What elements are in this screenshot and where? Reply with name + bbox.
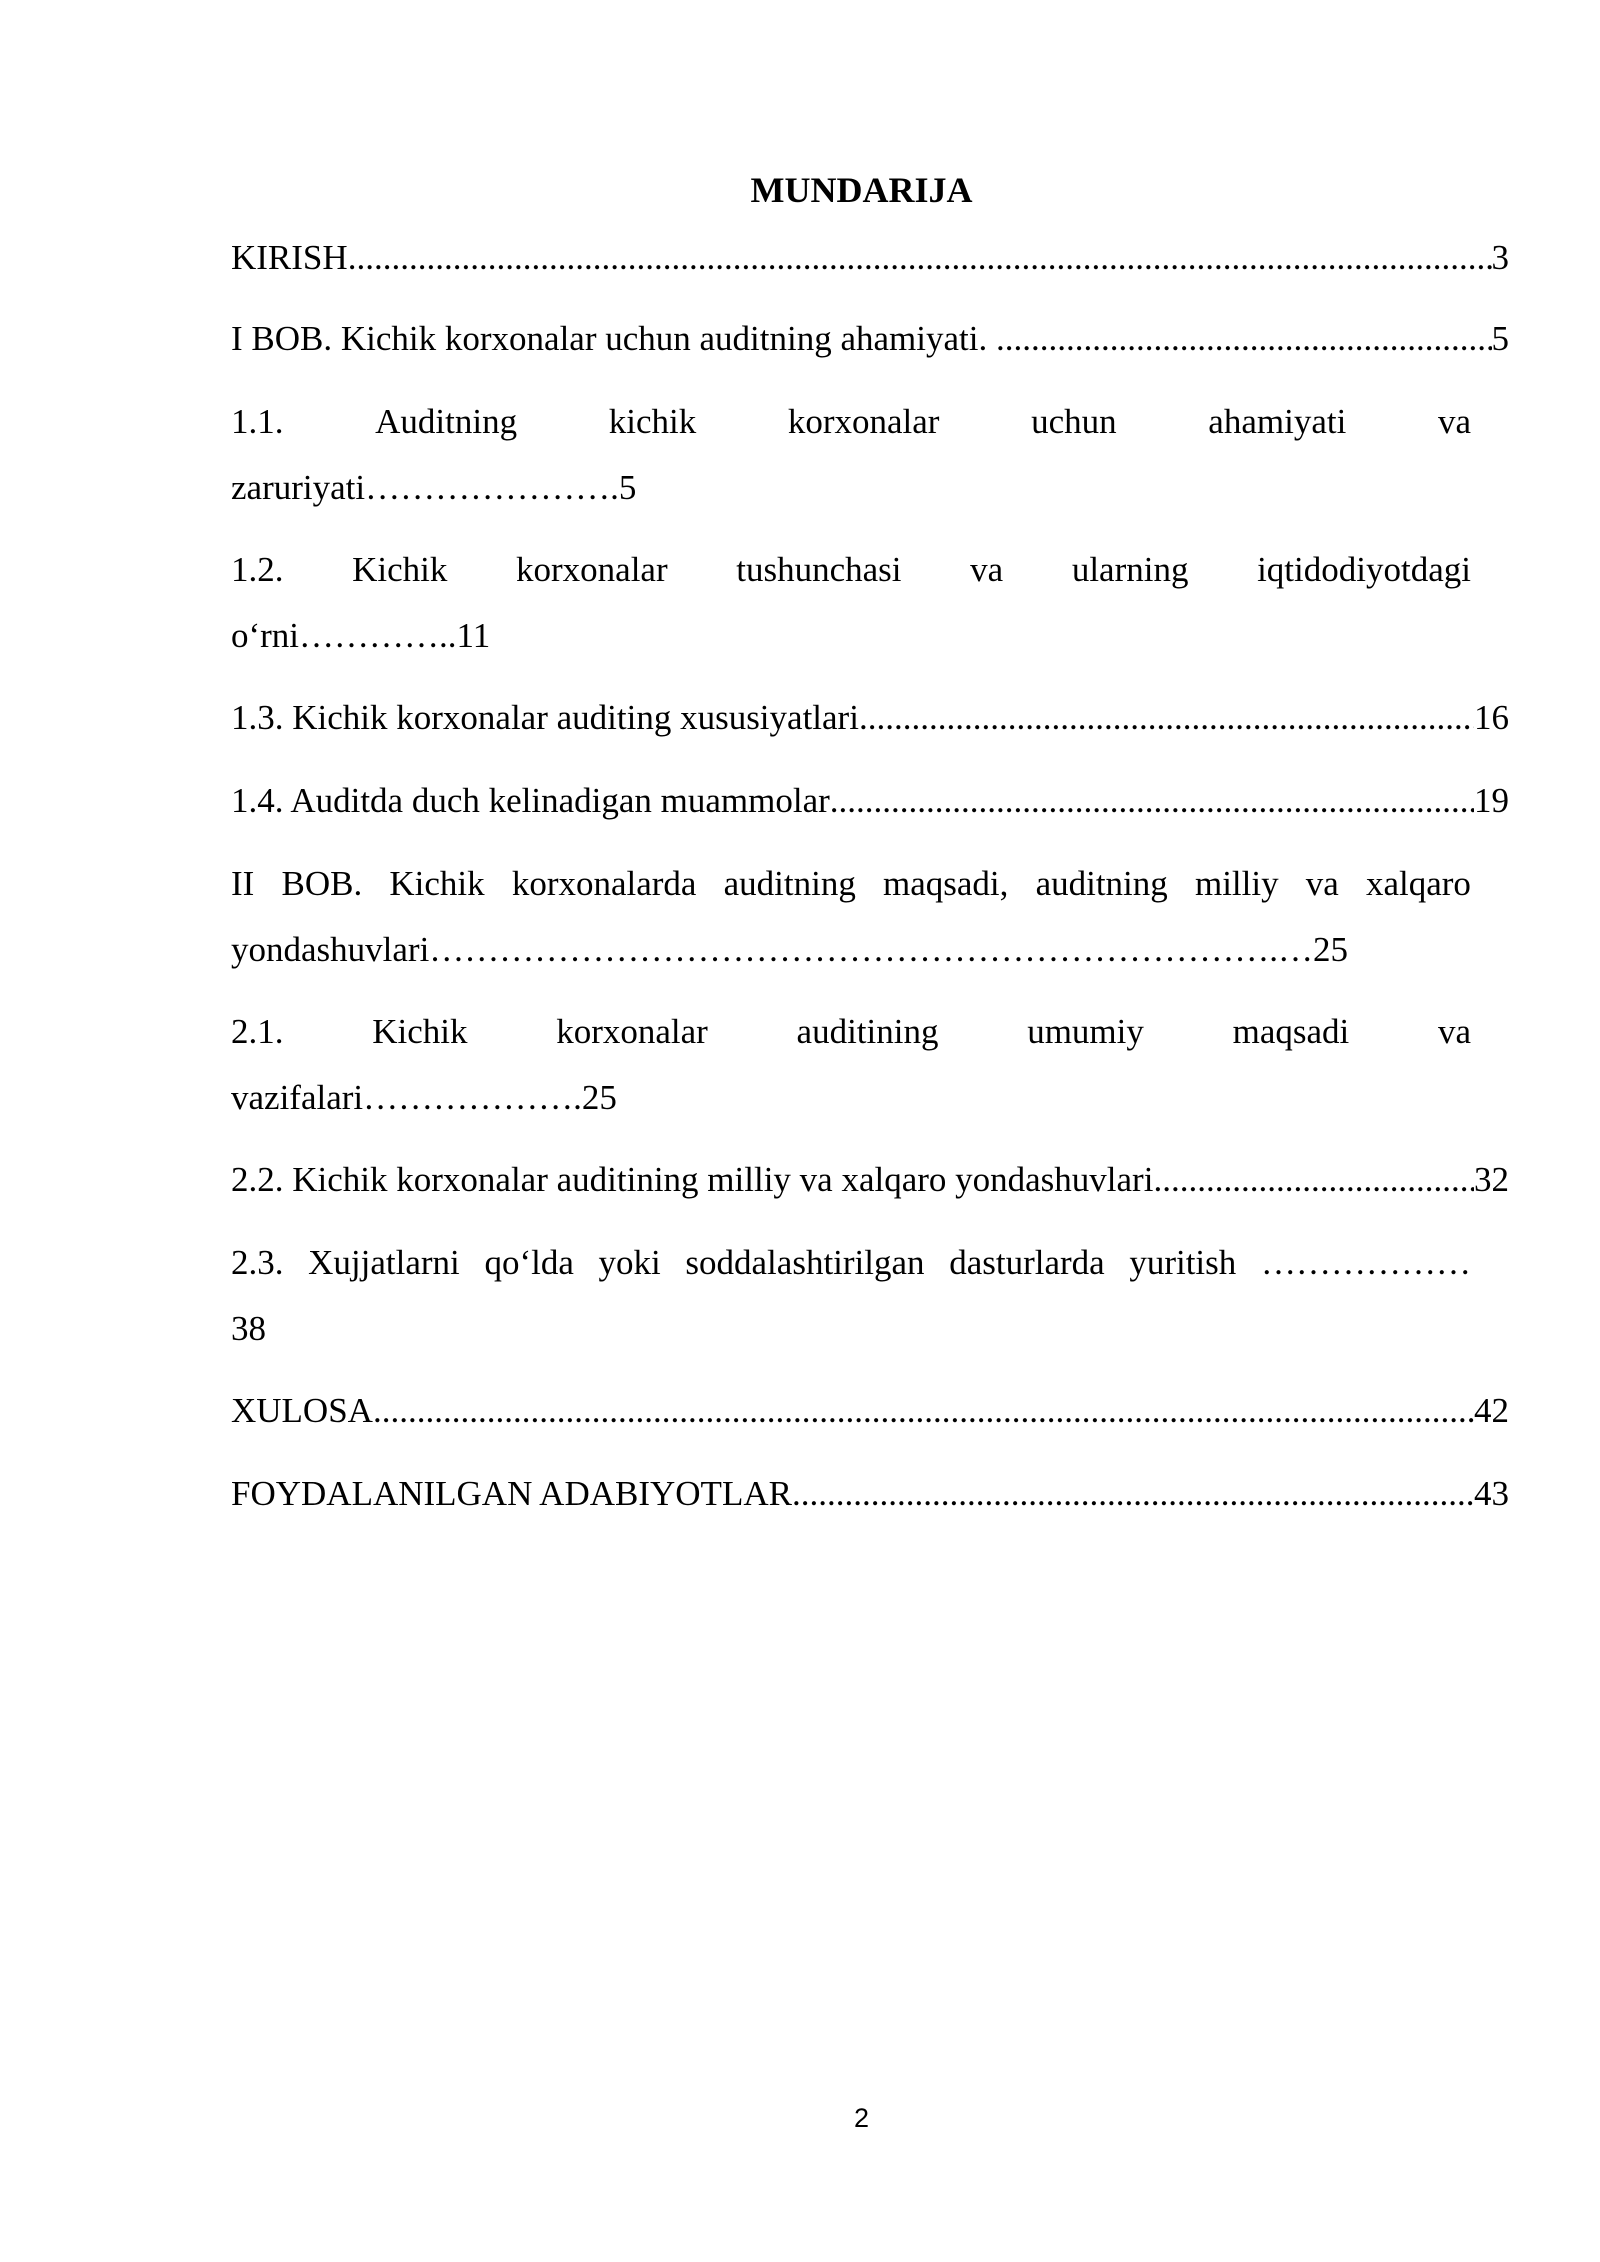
toc-entry-xulosa[interactable]: [231, 1378, 1509, 1444]
toc-word: dasturlarda: [949, 1243, 1105, 1282]
dot-leader: [792, 1461, 1474, 1527]
toc-word: korxonalarda: [511, 864, 697, 903]
toc-entry-bob1[interactable]: [231, 306, 1509, 372]
toc-word: 1.2.: [231, 550, 284, 589]
toc-word: 2.3.: [231, 1243, 284, 1282]
toc-entry-label: FOYDALANILGAN ADABIYOTLAR: [231, 1474, 792, 1513]
toc-entry-bob2-continuation[interactable]: yondashuvlari……………………………………………………………….…25: [231, 930, 1349, 969]
page-title: MUNDARIJA: [750, 170, 973, 210]
toc-entry-label: KIRISH: [231, 238, 348, 277]
dot-leader: [348, 225, 1492, 291]
toc-word: va: [1305, 864, 1339, 903]
toc-entry-2-1-continuation[interactable]: vazifalari……………….25: [231, 1078, 617, 1117]
toc-entry-1-4[interactable]: [231, 768, 1509, 834]
toc-word: auditining: [796, 1012, 939, 1051]
toc-page-number: 3: [1491, 238, 1509, 277]
toc-word: va: [1437, 1012, 1471, 1051]
toc-word: kichik: [608, 402, 697, 441]
toc-entry-2-3-continuation[interactable]: 38: [231, 1309, 266, 1348]
dot-leader: [373, 1378, 1474, 1444]
toc-word: va: [970, 550, 1004, 589]
toc-entry-kirish[interactable]: [231, 225, 1509, 291]
toc-word: korxonalar: [516, 550, 668, 589]
toc-entry-2-1[interactable]: [231, 999, 1471, 1065]
toc-entry-1-2[interactable]: [231, 537, 1471, 603]
toc-word: korxonalar: [787, 402, 940, 441]
page-number: 2: [853, 2103, 870, 2133]
toc-entry-label: I BOB. Kichik korxonalar uchun auditning ahamiyati.: [231, 319, 996, 358]
toc-word: 2.1.: [231, 1012, 284, 1051]
toc-entry-1-1-continuation[interactable]: zaruriyati………………….5: [231, 468, 637, 507]
toc-entry-label: 2.2. Kichik korxonalar auditining milliy va xalqaro yondashuvlari: [231, 1160, 1154, 1199]
toc-word: maqsadi,: [883, 864, 1009, 903]
toc-word: Kichik: [389, 864, 485, 903]
toc-word: maqsadi: [1232, 1012, 1350, 1051]
toc-word: Xujjatlarni: [308, 1243, 460, 1282]
toc-page-number: 19: [1474, 781, 1509, 820]
toc-entry-1-1[interactable]: [231, 389, 1471, 455]
toc-word: uchun: [1031, 402, 1117, 441]
toc-word: soddalashtirilgan: [685, 1243, 925, 1282]
dot-leader: [1153, 1147, 1474, 1213]
toc-word: Kichik: [352, 550, 448, 589]
toc-word: tushunchasi: [736, 550, 902, 589]
toc-entry-adabiyotlar[interactable]: [231, 1461, 1509, 1527]
toc-entry-label: 1.4. Auditda duch kelinadigan muammolar: [231, 781, 830, 820]
toc-page-number: 43: [1474, 1474, 1509, 1513]
toc-entry-bob2[interactable]: [231, 851, 1471, 917]
dot-leader: [996, 306, 1492, 372]
toc-page-number: 16: [1474, 698, 1509, 737]
toc-word: xalqaro: [1365, 864, 1471, 903]
toc-word: ahamiyati: [1208, 402, 1347, 441]
toc-entry-label: XULOSA: [231, 1391, 373, 1430]
toc-entry-1-2-continuation[interactable]: o‘rni…………..11: [231, 616, 491, 655]
toc-word: va: [1437, 402, 1471, 441]
toc-entry-2-2[interactable]: [231, 1147, 1509, 1213]
toc-word: iqtidodiyotdagi: [1257, 550, 1471, 589]
toc-word: Auditning: [375, 402, 518, 441]
toc-page-number: 32: [1474, 1160, 1509, 1199]
toc-word: auditning: [1035, 864, 1168, 903]
toc-word: milliy: [1194, 864, 1279, 903]
toc-word: auditning: [723, 864, 856, 903]
toc-word: yoki: [598, 1243, 661, 1282]
toc-word: ………………: [1260, 1243, 1471, 1282]
toc-word: 1.1.: [231, 402, 284, 441]
toc-word: ularning: [1071, 550, 1189, 589]
toc-page-number: 5: [1491, 319, 1509, 358]
dot-leader: [830, 768, 1474, 834]
toc-word: umumiy: [1027, 1012, 1144, 1051]
toc-entry-label: 1.3. Kichik korxonalar auditing xususiyatlari: [231, 698, 859, 737]
toc-page-number: 42: [1474, 1391, 1509, 1430]
toc-word: korxonalar: [556, 1012, 708, 1051]
toc-entry-1-3[interactable]: [231, 685, 1509, 751]
toc-word: BOB.: [281, 864, 363, 903]
toc-word: qo‘lda: [484, 1243, 574, 1282]
toc-word: yuritish: [1129, 1243, 1237, 1282]
toc-entry-2-3[interactable]: [231, 1230, 1471, 1296]
toc-word: Kichik: [372, 1012, 468, 1051]
toc-word: II: [231, 864, 255, 903]
dot-leader: [859, 685, 1474, 751]
